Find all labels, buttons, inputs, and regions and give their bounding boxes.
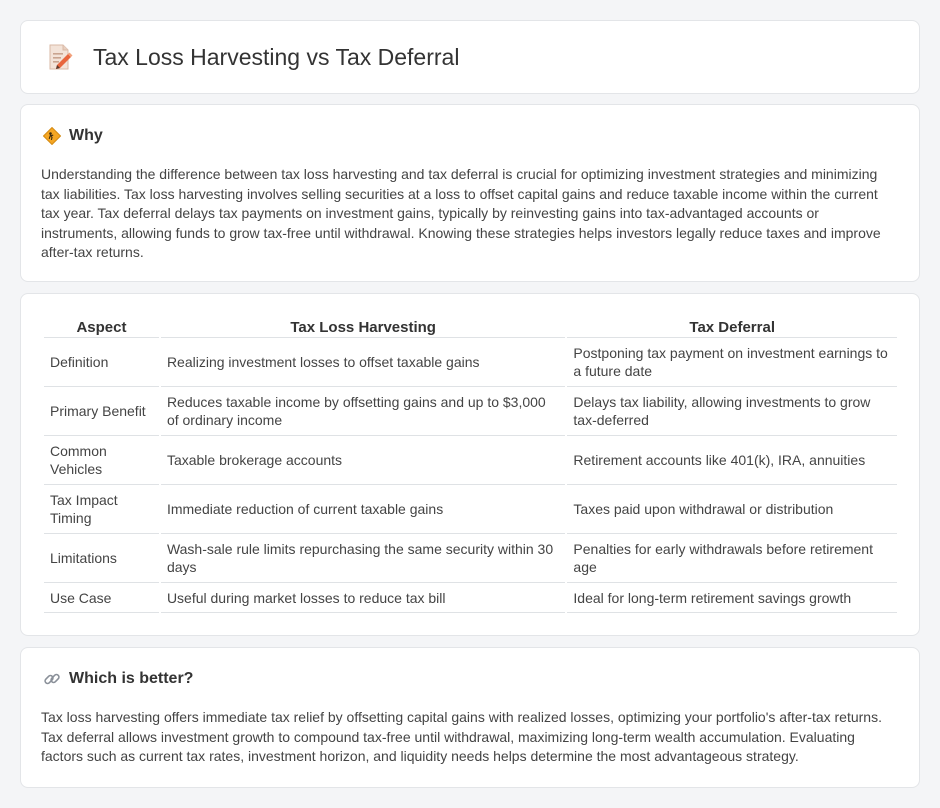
comparison-table bbox=[42, 316, 899, 613]
link-icon bbox=[43, 670, 61, 688]
why-text: Understanding the difference between tax loss harvesting and tax deferral is crucial for optimizing investment strategies and minimizing tax liabilities. Tax loss harvesting involves selling securities at a loss to offset capital gains and reduce taxable income within the current tax year. Tax deferral delays tax payments on investment gains, typically by reinvesting gains into tax-advantaged accounts or instruments, allowing funds to grow tax-free until withdrawal. Knowing these strategies helps investors legally reduce taxes and improve after-tax returns. bbox=[41, 166, 881, 260]
table-header-row bbox=[44, 316, 897, 338]
deferral-cell: Taxes paid upon withdrawal or distribution bbox=[567, 485, 897, 534]
column-header-tax-deferral: Tax Deferral bbox=[567, 316, 897, 338]
harvesting-cell: Useful during market losses to reduce tax bill bbox=[161, 583, 565, 613]
better-heading bbox=[43, 670, 193, 688]
harvesting-cell: Realizing investment losses to offset taxable gains bbox=[161, 338, 565, 387]
table-row bbox=[44, 436, 897, 485]
table-row bbox=[44, 583, 897, 613]
harvesting-cell: Taxable brokerage accounts bbox=[161, 436, 565, 485]
row-label: Definition bbox=[44, 338, 159, 387]
deferral-cell: Ideal for long-term retirement savings growth bbox=[567, 583, 897, 613]
title-card bbox=[20, 20, 920, 94]
why-section bbox=[20, 104, 920, 282]
row-label: Use Case bbox=[44, 583, 159, 613]
deferral-cell: Postponing tax payment on investment earnings to a future date bbox=[567, 338, 897, 387]
harvesting-cell: Reduces taxable income by offsetting gains and up to $3,000 of ordinary income bbox=[161, 387, 565, 436]
row-label: Primary Benefit bbox=[44, 387, 159, 436]
title-row bbox=[47, 43, 459, 71]
comparison-section bbox=[20, 293, 920, 636]
harvesting-cell: Immediate reduction of current taxable gains bbox=[161, 485, 565, 534]
deferral-cell: Retirement accounts like 401(k), IRA, annuities bbox=[567, 436, 897, 485]
table-row bbox=[44, 387, 897, 436]
column-header-tax-loss-harvesting: Tax Loss Harvesting bbox=[161, 316, 565, 338]
row-label: Common Vehicles bbox=[44, 436, 159, 485]
column-header-aspect: Aspect bbox=[44, 316, 159, 338]
table-row bbox=[44, 485, 897, 534]
page-title: Tax Loss Harvesting vs Tax Deferral bbox=[93, 43, 460, 70]
row-label: Limitations bbox=[44, 534, 159, 583]
harvesting-cell: Wash-sale rule limits repurchasing the same security within 30 days bbox=[161, 534, 565, 583]
table-row bbox=[44, 338, 897, 387]
better-title: Which is better? bbox=[69, 670, 194, 687]
better-text: Tax loss harvesting offers immediate tax relief by offsetting capital gains with realized losses, optimizing your portfolio's after-tax returns. Tax deferral allows investment growth to compound tax-free until withdrawal, maximizing long-term wealth accumulation. Evaluating factors such as current tax rates, investment horizon, and liquidity needs helps determine the most advantageous strategy. bbox=[41, 709, 882, 764]
road-sign-icon bbox=[43, 127, 61, 145]
why-title: Why bbox=[69, 127, 103, 144]
document-pencil-icon bbox=[47, 43, 73, 71]
deferral-cell: Penalties for early withdrawals before retirement age bbox=[567, 534, 897, 583]
row-label: Tax Impact Timing bbox=[44, 485, 159, 534]
table-row bbox=[44, 534, 897, 583]
why-heading bbox=[43, 127, 103, 145]
which-is-better-section bbox=[20, 647, 920, 788]
deferral-cell: Delays tax liability, allowing investments to grow tax-deferred bbox=[567, 387, 897, 436]
